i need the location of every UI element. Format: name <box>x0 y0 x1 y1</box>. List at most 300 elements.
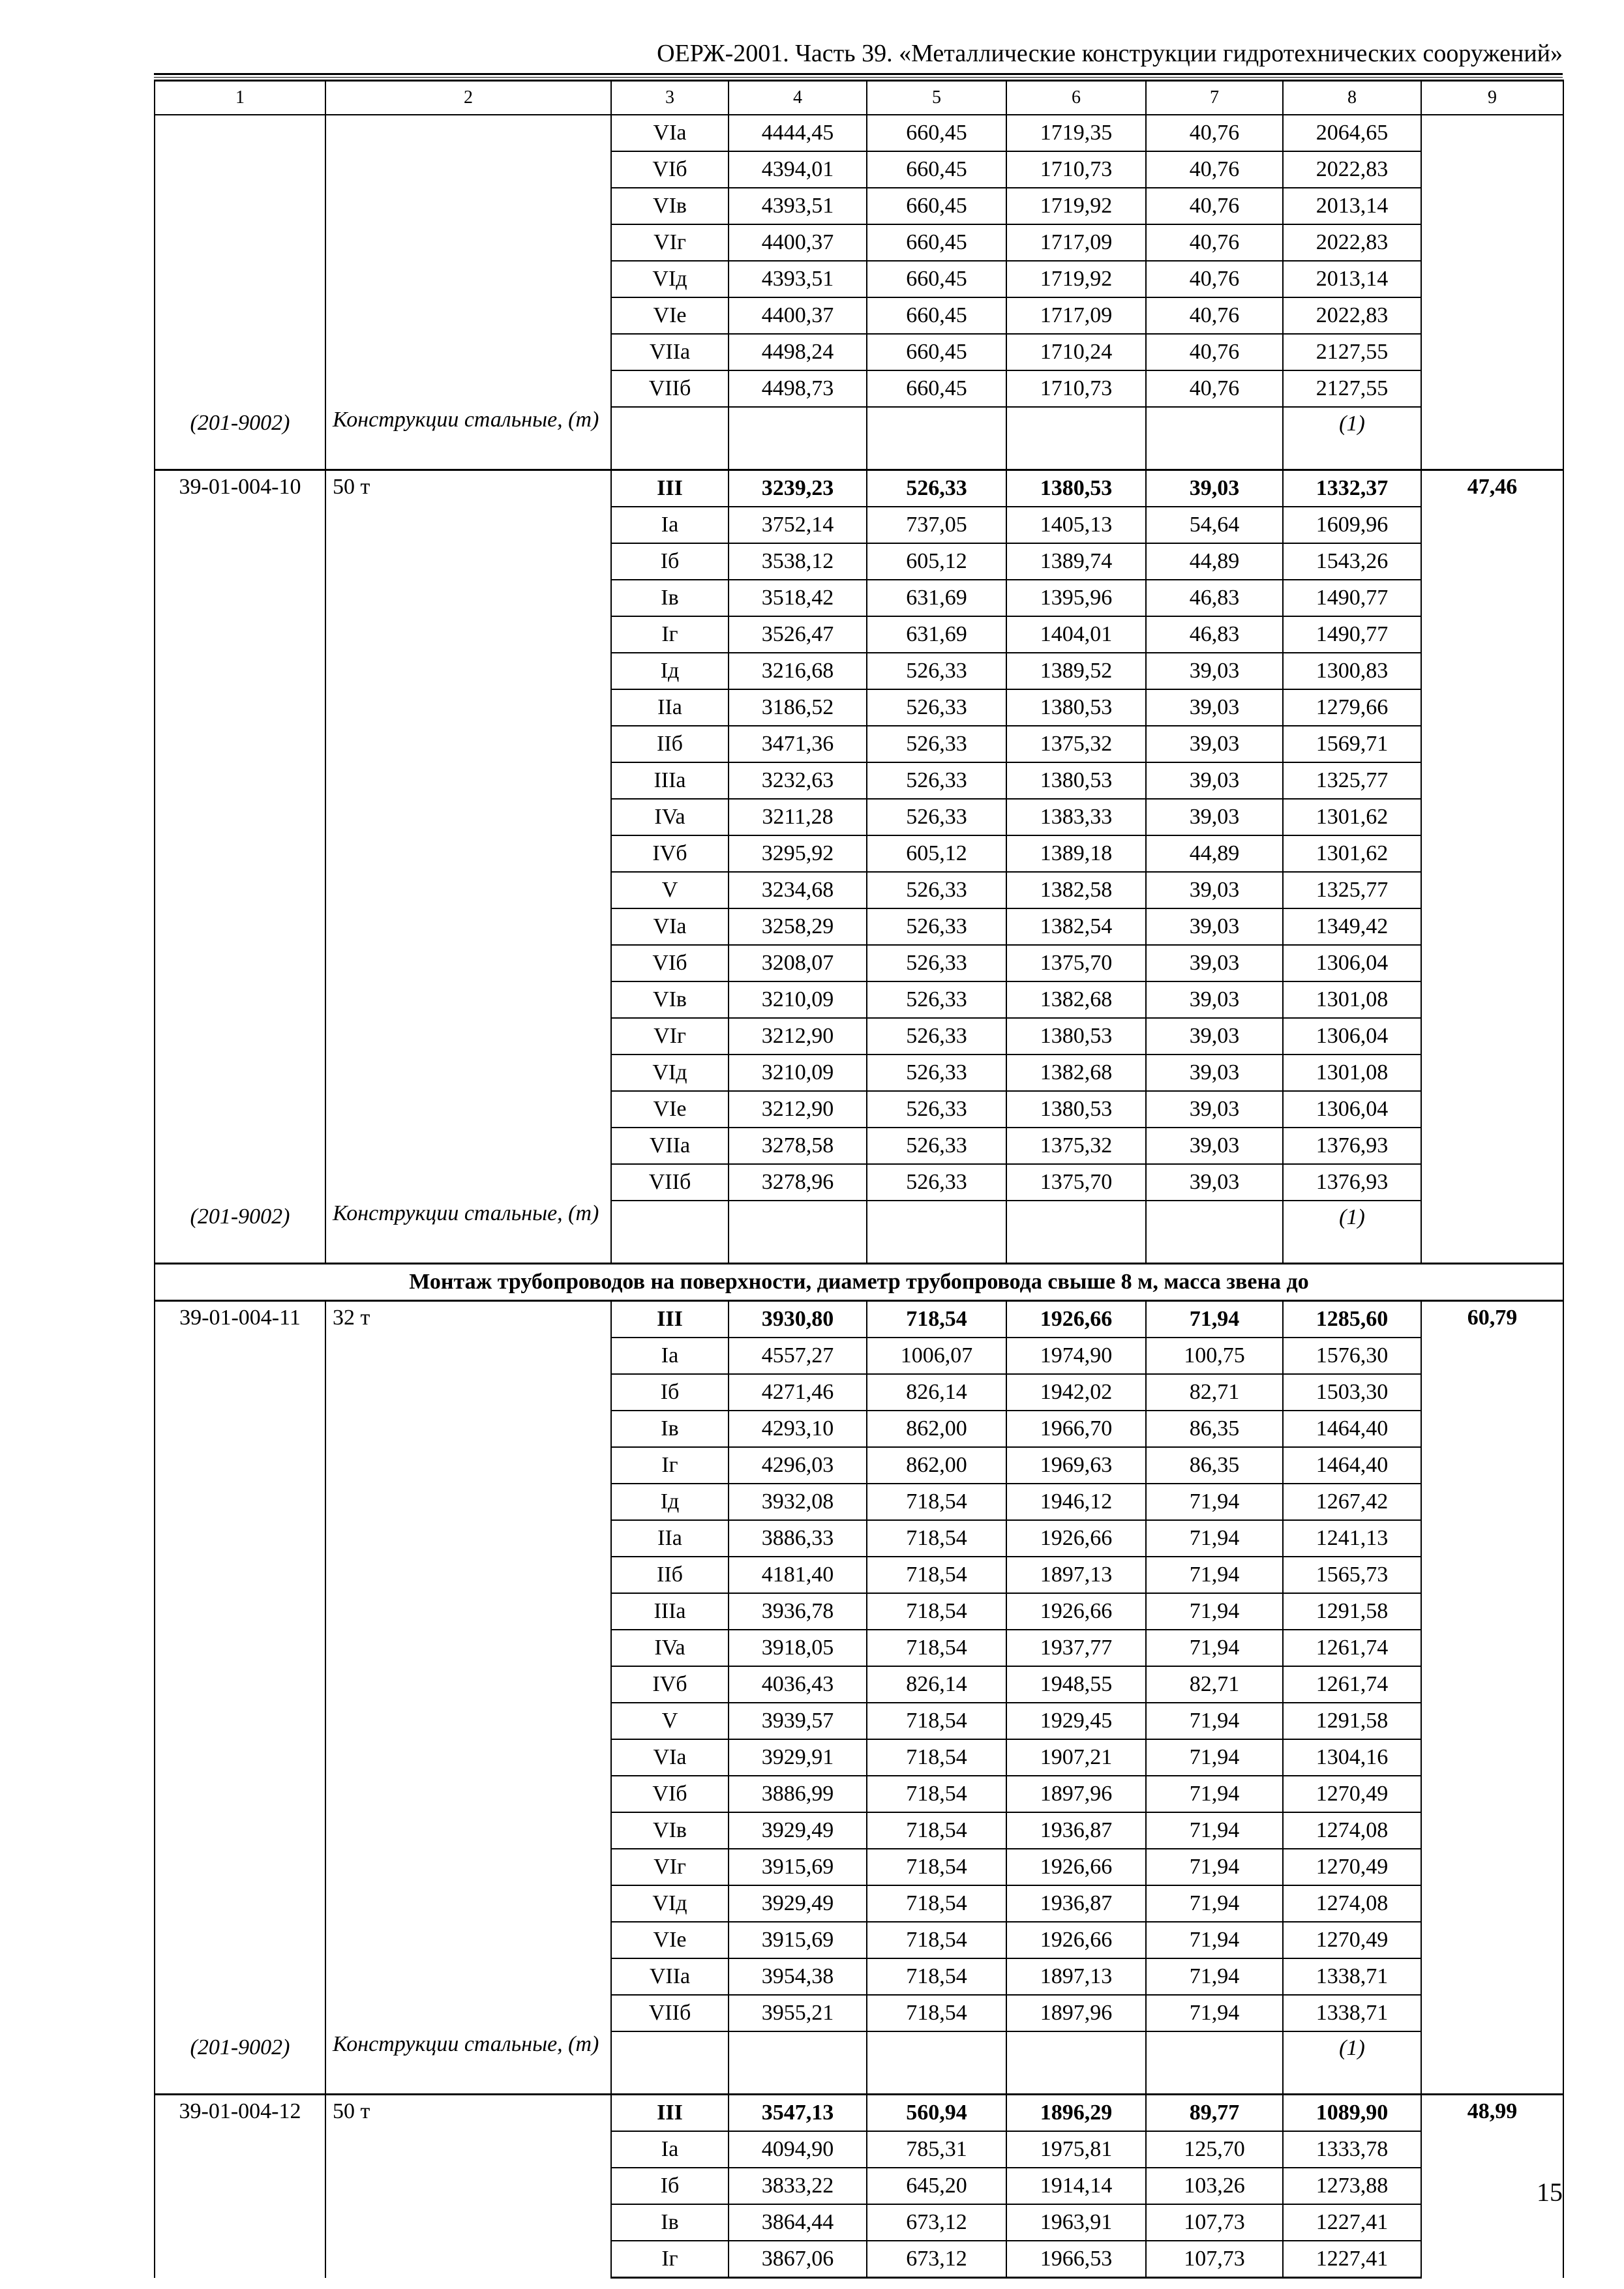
zone-code: Iг <box>611 1447 729 1484</box>
price-cell: 82,71 <box>1146 1374 1283 1411</box>
price-cell: 1279,66 <box>1283 689 1421 726</box>
price-cell: 71,94 <box>1146 1958 1283 1995</box>
price-cell: 1375,32 <box>1006 1128 1146 1164</box>
price-cell: 1565,73 <box>1283 1557 1421 1593</box>
zone-code: VIIa <box>611 334 729 370</box>
price-cell: 44,89 <box>1146 543 1283 580</box>
price-cell: 1274,08 <box>1283 1885 1421 1922</box>
price-cell: 3886,99 <box>729 1776 867 1812</box>
labor-cost <box>1421 115 1563 470</box>
price-cell: 3929,49 <box>729 1812 867 1849</box>
price-cell: 526,33 <box>867 1128 1006 1164</box>
price-cell: 3929,49 <box>729 1885 867 1922</box>
price-cell: 1006,07 <box>867 1338 1006 1374</box>
price-cell: 89,77 <box>1146 2095 1283 2132</box>
price-cell: 718,54 <box>867 1812 1006 1849</box>
price-cell: 40,76 <box>1146 261 1283 297</box>
price-cell: 2013,14 <box>1283 188 1421 224</box>
price-cell: 39,03 <box>1146 470 1283 507</box>
zone-code: VIa <box>611 908 729 945</box>
rate-code: 39-01-004-12 <box>155 2095 325 2278</box>
price-cell: 4094,90 <box>729 2131 867 2168</box>
price-cell: 660,45 <box>867 261 1006 297</box>
price-cell: 39,03 <box>1146 872 1283 908</box>
price-cell: 4400,37 <box>729 224 867 261</box>
price-cell: 4296,03 <box>729 1447 867 1484</box>
price-cell: 718,54 <box>867 1776 1006 1812</box>
price-cell: 40,76 <box>1146 224 1283 261</box>
price-cell: 3867,06 <box>729 2241 867 2278</box>
price-cell: 1349,42 <box>1283 908 1421 945</box>
price-cell: 1942,02 <box>1006 1374 1146 1411</box>
price-cell: 1338,71 <box>1283 1995 1421 2031</box>
zone-code: Ia <box>611 1338 729 1374</box>
price-cell: 526,33 <box>867 1055 1006 1091</box>
price-cell: 1261,74 <box>1283 1666 1421 1703</box>
price-cell: 2127,55 <box>1283 370 1421 407</box>
price-cell: 1382,58 <box>1006 872 1146 908</box>
rate-code: 39-01-004-11 <box>155 1301 325 2032</box>
price-cell: 71,94 <box>1146 1520 1283 1557</box>
zone-code: VIд <box>611 261 729 297</box>
empty-cell <box>611 2031 729 2095</box>
price-cell: 1338,71 <box>1283 1958 1421 1995</box>
empty-cell <box>1146 407 1283 470</box>
price-cell: 3234,68 <box>729 872 867 908</box>
price-cell: 1227,41 <box>1283 2241 1421 2278</box>
column-number: 1 <box>155 81 325 115</box>
price-cell: 631,69 <box>867 616 1006 653</box>
price-cell: 718,54 <box>867 1849 1006 1885</box>
price-cell: 1897,13 <box>1006 1557 1146 1593</box>
zone-code: V <box>611 872 729 908</box>
price-cell: 1301,08 <box>1283 1055 1421 1091</box>
price-cell: 1926,66 <box>1006 1520 1146 1557</box>
price-cell: 71,94 <box>1146 1922 1283 1958</box>
price-cell: 526,33 <box>867 945 1006 981</box>
price-cell: 3954,38 <box>729 1958 867 1995</box>
labor-cost: 48,99 <box>1421 2095 1563 2278</box>
price-cell: 40,76 <box>1146 334 1283 370</box>
zone-code: VIIб <box>611 370 729 407</box>
zone-code: VIa <box>611 115 729 151</box>
price-cell: 1710,73 <box>1006 370 1146 407</box>
price-cell: 2022,83 <box>1283 224 1421 261</box>
price-cell: 1301,62 <box>1283 835 1421 872</box>
price-cell: 3208,07 <box>729 945 867 981</box>
price-cell: 40,76 <box>1146 188 1283 224</box>
price-cell: 1609,96 <box>1283 507 1421 543</box>
price-cell: 1490,77 <box>1283 616 1421 653</box>
zone-code: IIa <box>611 689 729 726</box>
price-cell: 1926,66 <box>1006 1593 1146 1630</box>
empty-cell <box>729 407 867 470</box>
price-cell: 862,00 <box>867 1411 1006 1447</box>
price-cell: 1270,49 <box>1283 1849 1421 1885</box>
price-cell: 1963,91 <box>1006 2204 1146 2241</box>
price-cell: 526,33 <box>867 1091 1006 1128</box>
price-cell: 1285,60 <box>1283 1301 1421 1338</box>
zone-code: VIIa <box>611 1958 729 1995</box>
price-cell: 3936,78 <box>729 1593 867 1630</box>
price-cell: 718,54 <box>867 1885 1006 1922</box>
price-cell: 3526,47 <box>729 616 867 653</box>
price-cell: 1375,70 <box>1006 945 1146 981</box>
resource-code: (201-9002) <box>155 407 325 470</box>
price-cell: 1273,88 <box>1283 2168 1421 2204</box>
price-cell: 1914,14 <box>1006 2168 1146 2204</box>
price-cell: 71,94 <box>1146 1812 1283 1849</box>
page-number: 15 <box>1537 2177 1563 2207</box>
zone-code: IIa <box>611 1520 729 1557</box>
zone-code: Iб <box>611 1374 729 1411</box>
price-cell: 3186,52 <box>729 689 867 726</box>
price-cell: 1389,52 <box>1006 653 1146 689</box>
price-cell: 1464,40 <box>1283 1447 1421 1484</box>
price-cell: 2064,65 <box>1283 115 1421 151</box>
price-cell: 71,94 <box>1146 1776 1283 1812</box>
price-cell: 1929,45 <box>1006 1703 1146 1739</box>
price-cell: 737,05 <box>867 507 1006 543</box>
price-cell: 1376,93 <box>1283 1128 1421 1164</box>
price-cell: 1543,26 <box>1283 543 1421 580</box>
price-cell: 1569,71 <box>1283 726 1421 762</box>
price-cell: 1896,29 <box>1006 2095 1146 2132</box>
price-cell: 1936,87 <box>1006 1812 1146 1849</box>
price-cell: 718,54 <box>867 1484 1006 1520</box>
price-cell: 1300,83 <box>1283 653 1421 689</box>
price-cell: 39,03 <box>1146 689 1283 726</box>
price-cell: 631,69 <box>867 580 1006 616</box>
price-cell: 39,03 <box>1146 653 1283 689</box>
price-cell: 1375,32 <box>1006 726 1146 762</box>
zone-code: VIд <box>611 1885 729 1922</box>
price-cell: 1946,12 <box>1006 1484 1146 1520</box>
rate-name <box>325 115 611 407</box>
price-cell: 3216,68 <box>729 653 867 689</box>
price-cell: 1380,53 <box>1006 762 1146 799</box>
price-cell: 3955,21 <box>729 1995 867 2031</box>
price-cell: 3232,63 <box>729 762 867 799</box>
section-title-row <box>155 1264 1563 1301</box>
price-cell: 560,94 <box>867 2095 1006 2132</box>
price-cell: 1897,96 <box>1006 1995 1146 2031</box>
price-cell: 4394,01 <box>729 151 867 188</box>
price-cell: 3932,08 <box>729 1484 867 1520</box>
price-cell: 526,33 <box>867 689 1006 726</box>
price-cell: 1291,58 <box>1283 1703 1421 1739</box>
resource-name: Конструкции стальные, (т) <box>325 407 611 470</box>
price-cell: 718,54 <box>867 1520 1006 1557</box>
resource-quantity: (1) <box>1283 407 1421 470</box>
price-cell: 1291,58 <box>1283 1593 1421 1630</box>
price-cell: 1717,09 <box>1006 224 1146 261</box>
price-cell: 71,94 <box>1146 1995 1283 2031</box>
column-number: 4 <box>729 81 867 115</box>
price-cell: 660,45 <box>867 297 1006 334</box>
price-cell: 1306,04 <box>1283 1018 1421 1055</box>
price-cell: 526,33 <box>867 1018 1006 1055</box>
zone-code: VIг <box>611 1018 729 1055</box>
price-cell: 1089,90 <box>1283 2095 1421 2132</box>
price-cell: 1306,04 <box>1283 945 1421 981</box>
price-cell: 3538,12 <box>729 543 867 580</box>
zone-code: VIa <box>611 1739 729 1776</box>
resource-code: (201-9002) <box>155 2031 325 2095</box>
price-cell: 4393,51 <box>729 261 867 297</box>
price-cell: 673,12 <box>867 2204 1006 2241</box>
price-cell: 54,64 <box>1146 507 1283 543</box>
resource-quantity: (1) <box>1283 1201 1421 1264</box>
price-cell: 1376,93 <box>1283 1164 1421 1201</box>
price-cell: 1719,35 <box>1006 115 1146 151</box>
price-cell: 71,94 <box>1146 1301 1283 1338</box>
price-cell: 645,20 <box>867 2168 1006 2204</box>
price-cell: 100,75 <box>1146 1338 1283 1374</box>
price-cell: 1380,53 <box>1006 470 1146 507</box>
price-cell: 1897,13 <box>1006 1958 1146 1995</box>
column-number: 8 <box>1283 81 1421 115</box>
price-cell: 4557,27 <box>729 1338 867 1374</box>
zone-code: Ia <box>611 2131 729 2168</box>
price-cell: 1907,21 <box>1006 1739 1146 1776</box>
zone-code: III <box>611 470 729 507</box>
price-cell: 1304,16 <box>1283 1739 1421 1776</box>
price-cell: 3929,91 <box>729 1739 867 1776</box>
resource-code: (201-9002) <box>155 1201 325 1264</box>
price-cell: 1380,53 <box>1006 1091 1146 1128</box>
column-number: 9 <box>1421 81 1563 115</box>
price-cell: 1974,90 <box>1006 1338 1146 1374</box>
zone-code: Iд <box>611 653 729 689</box>
price-cell: 1325,77 <box>1283 762 1421 799</box>
price-cell: 39,03 <box>1146 908 1283 945</box>
price-cell: 3547,13 <box>729 2095 867 2132</box>
price-cell: 660,45 <box>867 334 1006 370</box>
price-cell: 1332,37 <box>1283 470 1421 507</box>
price-cell: 1270,49 <box>1283 1776 1421 1812</box>
price-cell: 3258,29 <box>729 908 867 945</box>
price-cell: 39,03 <box>1146 1018 1283 1055</box>
zone-code: VIв <box>611 1812 729 1849</box>
price-cell: 526,33 <box>867 872 1006 908</box>
price-cell: 4393,51 <box>729 188 867 224</box>
price-cell: 1389,18 <box>1006 835 1146 872</box>
zone-code: VIб <box>611 945 729 981</box>
price-cell: 2127,55 <box>1283 334 1421 370</box>
column-number: 2 <box>325 81 611 115</box>
price-cell: 3915,69 <box>729 1922 867 1958</box>
price-cell: 4444,45 <box>729 115 867 151</box>
price-cell: 125,70 <box>1146 2131 1283 2168</box>
price-cell: 4498,73 <box>729 370 867 407</box>
zone-code: Ia <box>611 507 729 543</box>
price-cell: 862,00 <box>867 1447 1006 1484</box>
zone-code: Iв <box>611 1411 729 1447</box>
zone-code: V <box>611 1703 729 1739</box>
empty-cell <box>867 407 1006 470</box>
price-cell: 526,33 <box>867 908 1006 945</box>
zone-code: VIг <box>611 1849 729 1885</box>
price-cell: 1926,66 <box>1006 1301 1146 1338</box>
price-cell: 71,94 <box>1146 1630 1283 1666</box>
price-cell: 1270,49 <box>1283 1922 1421 1958</box>
empty-cell <box>611 1201 729 1264</box>
price-cell: 660,45 <box>867 115 1006 151</box>
price-cell: 46,83 <box>1146 580 1283 616</box>
empty-cell <box>1146 2031 1283 2095</box>
price-cell: 526,33 <box>867 726 1006 762</box>
rate-name: 50 т <box>325 470 611 1201</box>
zone-code: IIб <box>611 726 729 762</box>
resource-name: Конструкции стальные, (т) <box>325 2031 611 2095</box>
rate-name: 32 т <box>325 1301 611 2032</box>
empty-cell <box>1006 1201 1146 1264</box>
price-cell: 4181,40 <box>729 1557 867 1593</box>
price-cell: 718,54 <box>867 1703 1006 1739</box>
labor-cost: 47,46 <box>1421 470 1563 1264</box>
zone-code: Iг <box>611 2241 729 2278</box>
price-cell: 1274,08 <box>1283 1812 1421 1849</box>
price-cell: 1710,73 <box>1006 151 1146 188</box>
price-cell: 3211,28 <box>729 799 867 835</box>
zone-code: Iг <box>611 616 729 653</box>
price-cell: 718,54 <box>867 1557 1006 1593</box>
price-cell: 71,94 <box>1146 1593 1283 1630</box>
rate-code: 39-01-004-10 <box>155 470 325 1201</box>
price-cell: 3752,14 <box>729 507 867 543</box>
price-cell: 4271,46 <box>729 1374 867 1411</box>
price-cell: 1937,77 <box>1006 1630 1146 1666</box>
price-cell: 1936,87 <box>1006 1885 1146 1922</box>
price-cell: 39,03 <box>1146 1055 1283 1091</box>
rate-code <box>155 115 325 407</box>
price-cell: 4400,37 <box>729 297 867 334</box>
price-cell: 1710,24 <box>1006 334 1146 370</box>
column-number-row <box>155 81 1563 115</box>
price-cell: 2022,83 <box>1283 297 1421 334</box>
price-cell: 1490,77 <box>1283 580 1421 616</box>
price-cell: 3239,23 <box>729 470 867 507</box>
price-cell: 1719,92 <box>1006 261 1146 297</box>
price-cell: 3518,42 <box>729 580 867 616</box>
price-cell: 718,54 <box>867 1593 1006 1630</box>
empty-cell <box>867 2031 1006 2095</box>
price-cell: 2022,83 <box>1283 151 1421 188</box>
zone-code: VIб <box>611 151 729 188</box>
price-cell: 605,12 <box>867 543 1006 580</box>
column-number: 7 <box>1146 81 1283 115</box>
price-cell: 3278,96 <box>729 1164 867 1201</box>
zone-code: VIб <box>611 1776 729 1812</box>
price-cell: 1926,66 <box>1006 1849 1146 1885</box>
price-cell: 3833,22 <box>729 2168 867 2204</box>
price-cell: 673,12 <box>867 2241 1006 2278</box>
price-cell: 1382,68 <box>1006 1055 1146 1091</box>
section-title: Монтаж трубопроводов на поверхности, диаметр трубопровода свыше 8 м, масса звена до <box>155 1264 1563 1301</box>
price-cell: 1464,40 <box>1283 1411 1421 1447</box>
price-cell: 40,76 <box>1146 115 1283 151</box>
price-cell: 3210,09 <box>729 1055 867 1091</box>
price-cell: 39,03 <box>1146 945 1283 981</box>
price-cell: 40,76 <box>1146 370 1283 407</box>
empty-cell <box>1146 1201 1283 1264</box>
resource-row <box>155 2031 1563 2095</box>
price-cell: 1948,55 <box>1006 1666 1146 1703</box>
empty-cell <box>729 1201 867 1264</box>
price-cell: 660,45 <box>867 188 1006 224</box>
zone-code: IVб <box>611 835 729 872</box>
zone-code: VIв <box>611 188 729 224</box>
zone-code: VIв <box>611 981 729 1018</box>
price-cell: 718,54 <box>867 1630 1006 1666</box>
price-cell: 1333,78 <box>1283 2131 1421 2168</box>
price-cell: 526,33 <box>867 762 1006 799</box>
price-cell: 605,12 <box>867 835 1006 872</box>
price-cell: 3915,69 <box>729 1849 867 1885</box>
price-cell: 526,33 <box>867 470 1006 507</box>
price-cell: 660,45 <box>867 224 1006 261</box>
price-cell: 107,73 <box>1146 2204 1283 2241</box>
table-row <box>155 1301 1563 1338</box>
price-cell: 1261,74 <box>1283 1630 1421 1666</box>
price-cell: 1389,74 <box>1006 543 1146 580</box>
table-row <box>155 115 1563 151</box>
rates-table <box>154 80 1564 2279</box>
zone-code: IVб <box>611 1666 729 1703</box>
price-cell: 826,14 <box>867 1374 1006 1411</box>
zone-code: IIIa <box>611 762 729 799</box>
price-cell: 3930,80 <box>729 1301 867 1338</box>
zone-code: VIIб <box>611 1995 729 2031</box>
price-cell: 3886,33 <box>729 1520 867 1557</box>
zone-code: VIe <box>611 1091 729 1128</box>
zone-code: Iб <box>611 543 729 580</box>
price-cell: 526,33 <box>867 653 1006 689</box>
zone-code: VIIб <box>611 1164 729 1201</box>
price-cell: 3939,57 <box>729 1703 867 1739</box>
price-cell: 826,14 <box>867 1666 1006 1703</box>
price-cell: 1325,77 <box>1283 872 1421 908</box>
resource-name: Конструкции стальные, (т) <box>325 1201 611 1264</box>
zone-code: III <box>611 1301 729 1338</box>
price-cell: 526,33 <box>867 981 1006 1018</box>
price-cell: 1405,13 <box>1006 507 1146 543</box>
price-cell: 1503,30 <box>1283 1374 1421 1411</box>
price-cell: 660,45 <box>867 370 1006 407</box>
price-cell: 718,54 <box>867 1739 1006 1776</box>
price-cell: 71,94 <box>1146 1885 1283 1922</box>
price-cell: 3278,58 <box>729 1128 867 1164</box>
price-cell: 1966,70 <box>1006 1411 1146 1447</box>
price-cell: 660,45 <box>867 151 1006 188</box>
empty-cell <box>1006 2031 1146 2095</box>
zone-code: IIб <box>611 1557 729 1593</box>
price-cell: 1382,54 <box>1006 908 1146 945</box>
price-cell: 3471,36 <box>729 726 867 762</box>
price-cell: 1267,42 <box>1283 1484 1421 1520</box>
price-cell: 39,03 <box>1146 1091 1283 1128</box>
price-cell: 1380,53 <box>1006 1018 1146 1055</box>
empty-cell <box>611 407 729 470</box>
price-cell: 39,03 <box>1146 799 1283 835</box>
price-cell: 3210,09 <box>729 981 867 1018</box>
price-cell: 71,94 <box>1146 1739 1283 1776</box>
zone-code: IVa <box>611 1630 729 1666</box>
price-cell: 39,03 <box>1146 981 1283 1018</box>
price-cell: 1719,92 <box>1006 188 1146 224</box>
price-cell: 82,71 <box>1146 1666 1283 1703</box>
